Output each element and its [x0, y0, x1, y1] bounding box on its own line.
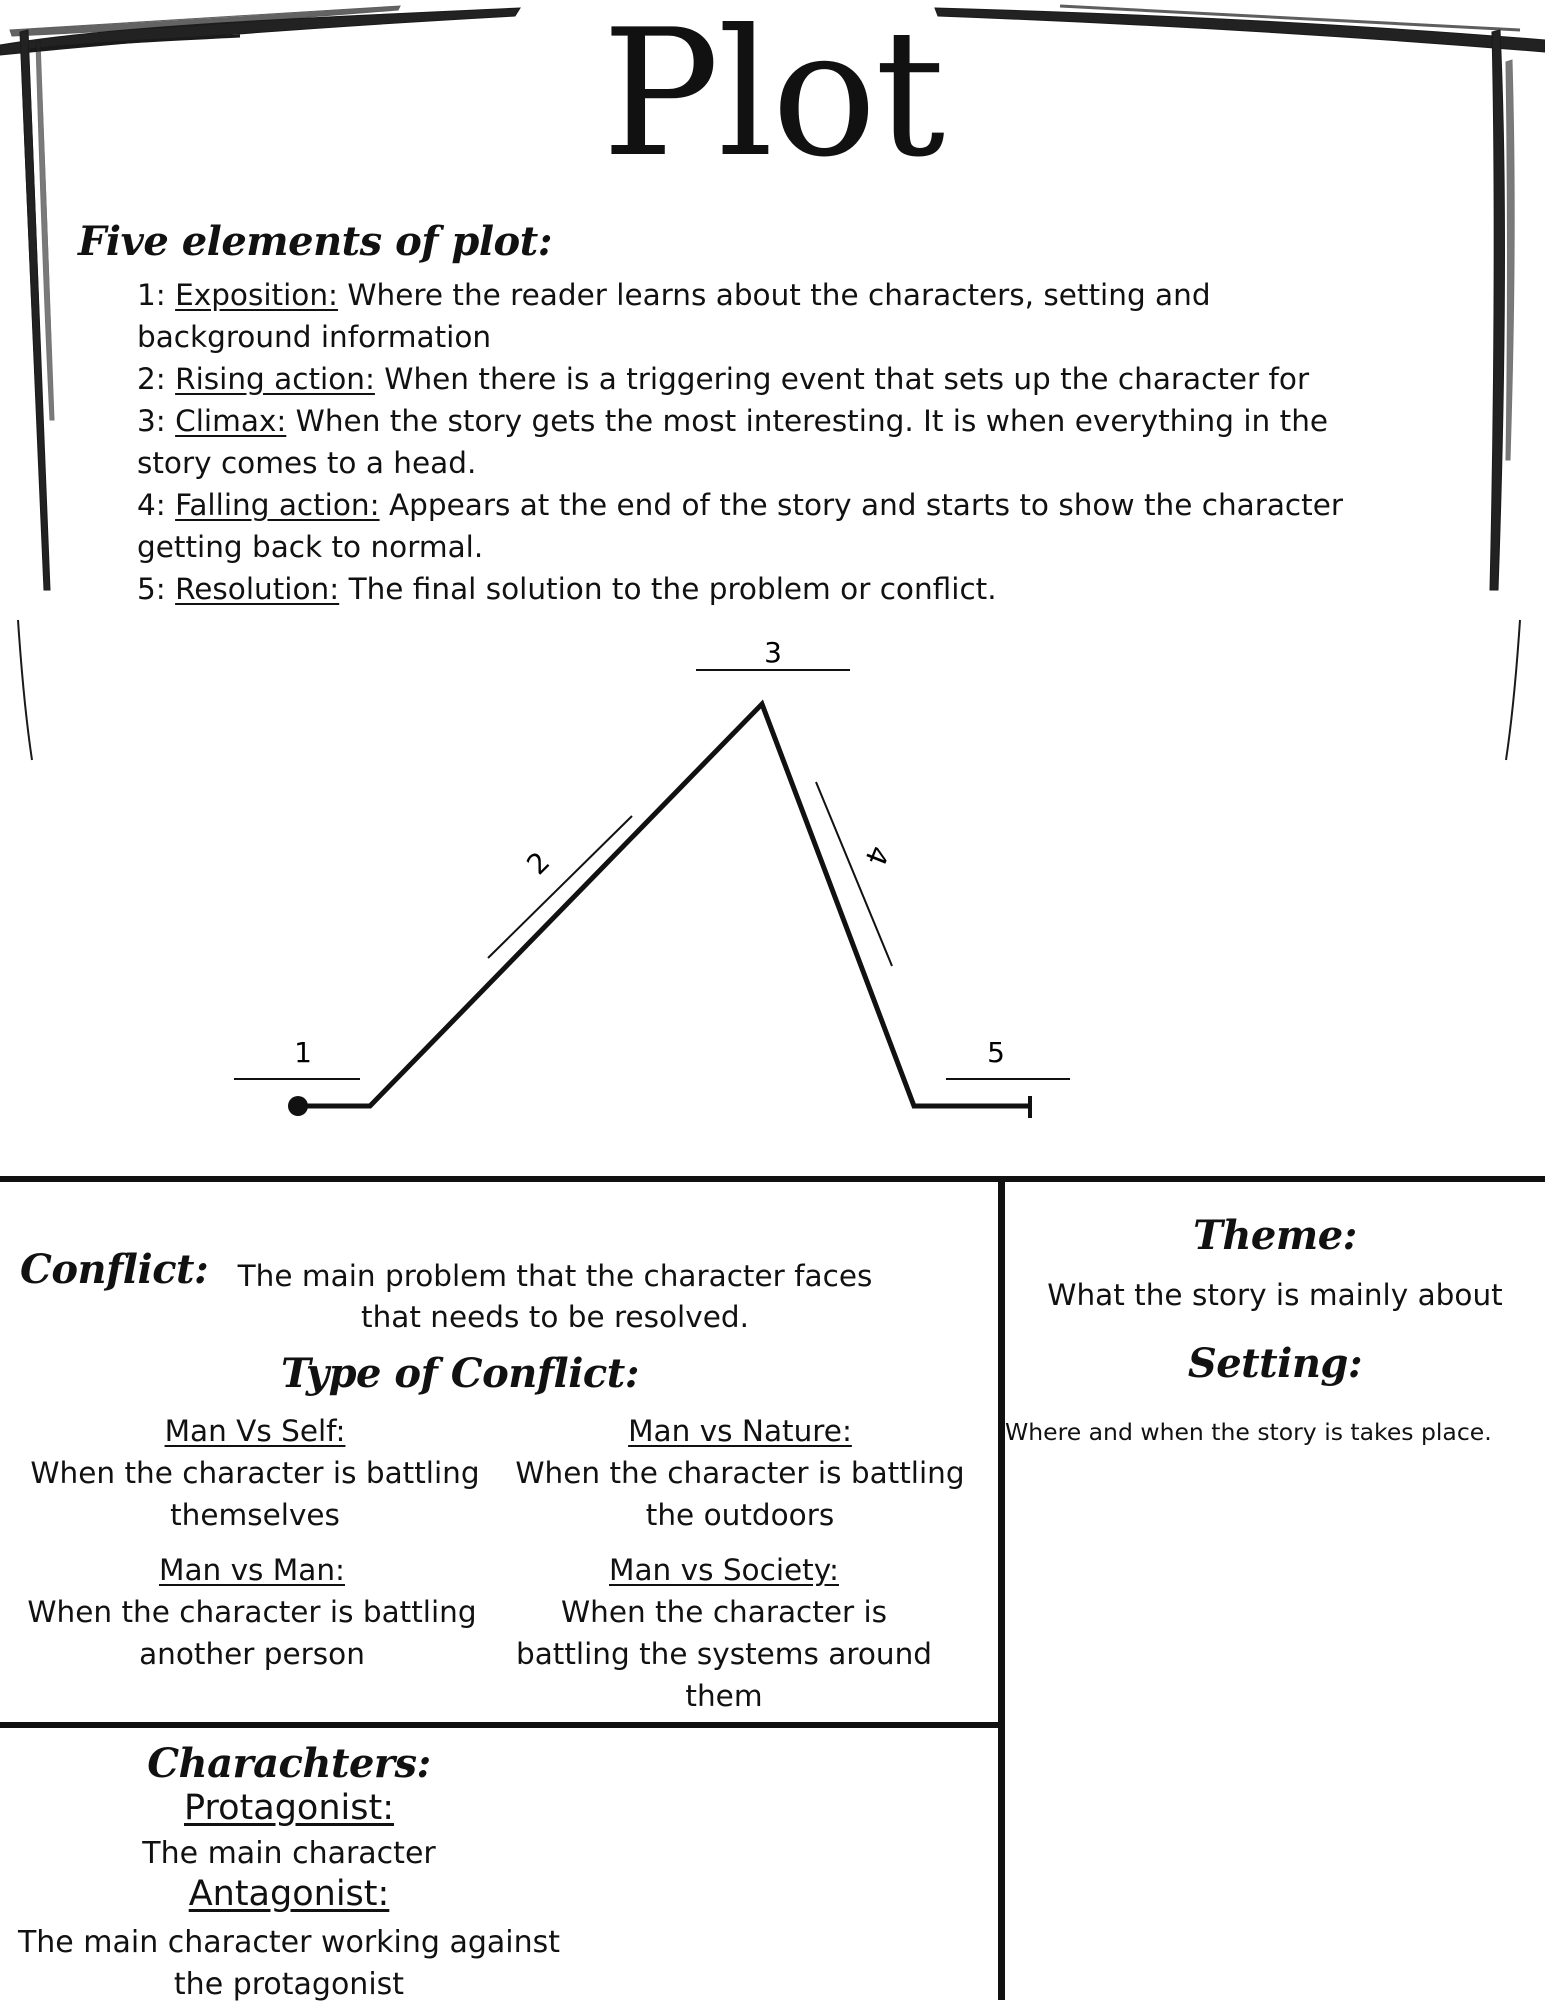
antagonist-title: Antagonist: [188, 1874, 390, 1914]
page-title: Plot [601, 0, 944, 196]
element-number: 4: [137, 488, 176, 522]
element-term: Rising action: [175, 362, 375, 396]
element-term: Exposition: [175, 278, 338, 312]
conflict-type-man-vs-self [16, 1410, 494, 1536]
conflict-label: Conflict: [20, 1246, 209, 1293]
element-number: 3: [137, 404, 176, 438]
conflict-definition-line1: The main problem that the character faces [237, 1259, 873, 1293]
antagonist-definition-line1: The main character working against [17, 1925, 561, 1960]
conflict-type-title: Man vs Nature: [628, 1414, 852, 1448]
antagonist-definition-line2: the protagonist [173, 1967, 405, 2002]
conflict-definition [210, 1256, 900, 1338]
conflict-type-desc: When the character is battling [30, 1456, 480, 1490]
list-item [137, 400, 1387, 484]
element-description: Where the reader learns about the characters, setting and background information [137, 278, 1211, 354]
theme-heading: Theme: [1193, 1212, 1357, 1259]
section-divider-characters [0, 1722, 1001, 1728]
conflict-type-title: Man vs Man: [159, 1553, 345, 1587]
conflict-type-title: Man vs Society: [609, 1553, 839, 1587]
blank-line-2 [488, 816, 632, 958]
list-item [137, 358, 1387, 400]
setting-definition: Where and when the story is takes place. [1005, 1418, 1492, 1446]
conflict-type-desc: another person [139, 1637, 365, 1671]
element-term: Falling action: [175, 488, 380, 522]
element-description: When there is a triggering event that sets up the character for [374, 362, 1310, 396]
section-divider-top [0, 1176, 1545, 1182]
conflict-type-desc: battling the systems around [515, 1637, 933, 1671]
element-number: 1: [137, 278, 176, 312]
conflict-type-desc: themselves [170, 1498, 340, 1532]
section-divider-vertical [998, 1180, 1005, 2000]
protagonist-title: Protagonist: [184, 1788, 394, 1828]
characters-heading: Charachters: [147, 1740, 431, 1787]
diagram-label-5: 5 [987, 1036, 1005, 1069]
element-number: 2: [137, 362, 176, 396]
setting-heading: Setting: [1187, 1340, 1363, 1387]
plot-diagram [0, 620, 1545, 1140]
elements-heading: Five elements of plot: [78, 218, 552, 265]
diagram-label-2: 2 [520, 845, 557, 882]
element-term: Climax: [175, 404, 287, 438]
conflict-type-desc: When the character is battling [27, 1595, 477, 1629]
conflict-definition-line2: that needs to be resolved. [361, 1300, 749, 1334]
antagonist-definition [0, 1922, 578, 2006]
conflict-type-desc: When the character is [560, 1595, 888, 1629]
element-number: 5: [137, 572, 176, 606]
conflict-type-desc: When the character is battling [515, 1456, 965, 1490]
protagonist-definition: The main character [142, 1836, 436, 1871]
conflict-types-heading: Type of Conflict: [280, 1350, 640, 1397]
conflict-type-man-vs-nature [500, 1410, 980, 1536]
plot-curve [298, 704, 1030, 1106]
diagram-label-1: 1 [294, 1036, 312, 1069]
conflict-type-title: Man Vs Self: [164, 1414, 346, 1448]
element-description: When the story gets the most interesting. It is when everything in the story comes to a head. [137, 404, 1329, 480]
element-description: Appears at the end of the story and starts to show the character getting back to normal. [137, 488, 1343, 564]
conflict-type-desc: the outdoors [645, 1498, 835, 1532]
conflict-type-desc: them [685, 1679, 763, 1713]
diagram-label-4: 4 [858, 841, 896, 871]
plot-start-dot [288, 1096, 308, 1116]
diagram-label-3: 3 [764, 636, 782, 669]
list-item [137, 484, 1387, 568]
element-description: The final solution to the problem or conflict. [339, 572, 997, 606]
conflict-type-man-vs-society [500, 1549, 948, 1717]
list-item [137, 568, 1387, 610]
element-term: Resolution: [175, 572, 340, 606]
conflict-type-man-vs-man [10, 1549, 494, 1675]
list-item [137, 274, 1387, 358]
theme-definition: What the story is mainly about [1047, 1278, 1503, 1312]
elements-list [137, 274, 1387, 610]
